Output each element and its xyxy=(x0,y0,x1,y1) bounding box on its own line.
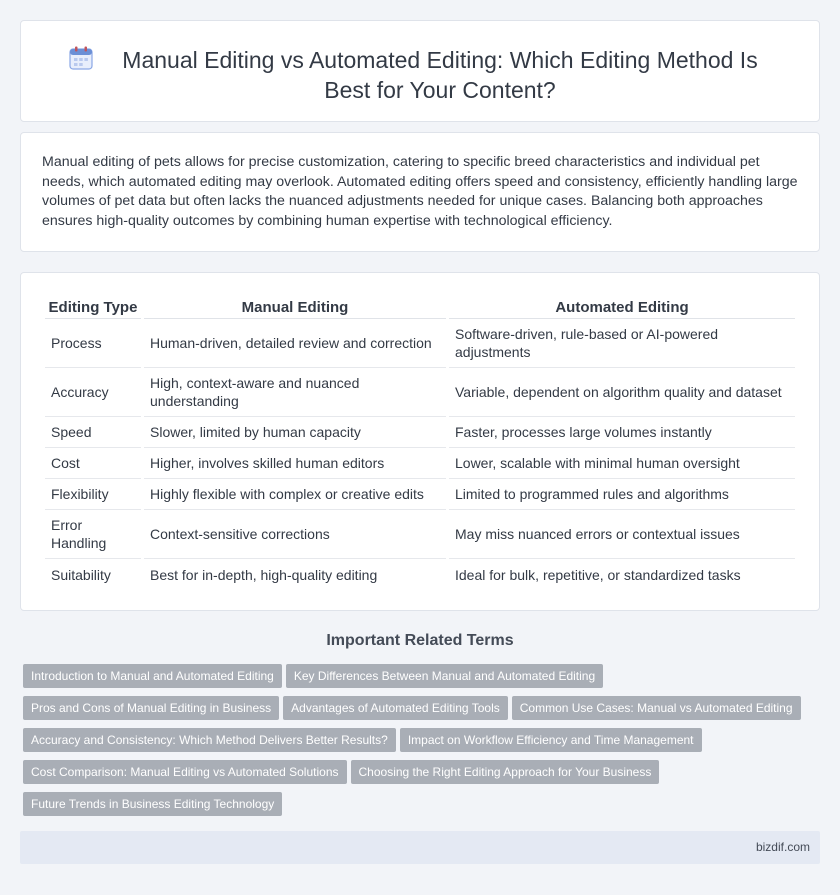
table-cell: Suitability xyxy=(51,566,111,583)
table-cell: Process xyxy=(45,319,141,368)
table-cell: Speed xyxy=(45,417,141,448)
table-cell: Accuracy xyxy=(45,368,141,417)
table-cell: Context-sensitive corrections xyxy=(144,510,446,559)
table-cell: Slower, limited by human capacity xyxy=(144,417,446,448)
table-cell: Human-driven, detailed review and correction xyxy=(144,319,446,368)
related-term-tag[interactable]: Future Trends in Business Editing Technology xyxy=(23,792,282,816)
table-row xyxy=(45,417,795,448)
column-header: Automated Editing xyxy=(449,295,795,319)
related-term-tag[interactable]: Key Differences Between Manual and Automated Editing xyxy=(286,664,603,688)
site-name[interactable]: bizdif.com xyxy=(755,840,810,854)
related-terms-heading: Important Related Terms xyxy=(326,632,514,649)
table-header-row xyxy=(45,295,795,319)
related-term-tag[interactable]: Choosing the Right Editing Approach for Your Business xyxy=(351,760,660,784)
column-header: Manual Editing xyxy=(144,295,446,319)
table-cell: Flexibility xyxy=(45,479,141,510)
table-row xyxy=(45,559,795,590)
table-cell: Limited to programmed rules and algorithms xyxy=(449,479,795,510)
related-term-tag[interactable]: Advantages of Automated Editing Tools xyxy=(283,696,508,720)
table-cell: High, context-aware and nuanced understanding xyxy=(144,368,446,417)
table-row xyxy=(45,319,795,368)
table-cell: Best for in-depth, high-quality editing xyxy=(150,566,378,583)
table-row xyxy=(45,448,795,479)
table-cell: Cost xyxy=(45,448,141,479)
table-cell: Ideal for bulk, repetitive, or standardized tasks xyxy=(455,566,741,583)
table-cell: Variable, dependent on algorithm quality and dataset xyxy=(449,368,795,417)
related-term-tag[interactable]: Accuracy and Consistency: Which Method Delivers Better Results? xyxy=(23,728,396,752)
related-term-tag[interactable]: Cost Comparison: Manual Editing vs Automated Solutions xyxy=(23,760,347,784)
comparison-table-card xyxy=(20,272,820,611)
page-title: Manual Editing vs Automated Editing: Which Editing Method Is Best for Your Content? xyxy=(122,47,758,103)
related-term-tag[interactable]: Pros and Cons of Manual Editing in Business xyxy=(23,696,279,720)
column-header: Editing Type xyxy=(45,295,141,319)
related-term-tag[interactable]: Impact on Workflow Efficiency and Time Management xyxy=(400,728,702,752)
table-row xyxy=(45,368,795,417)
related-terms-list xyxy=(23,664,823,824)
table-cell: Faster, processes large volumes instantly xyxy=(449,417,795,448)
intro-card xyxy=(20,132,820,252)
footer-bar xyxy=(20,831,820,864)
table-cell: Higher, involves skilled human editors xyxy=(144,448,446,479)
table-cell: Lower, scalable with minimal human oversight xyxy=(449,448,795,479)
intro-paragraph: Manual editing of pets allows for precise customization, catering to specific breed characteristics and individual pet needs, which automated editing may overlook. Automated editing offers speed and consistency, efficiently handling large volumes of pet data but often lacks the nuanced adjustments needed for unique cases. Balancing both approaches ensures high-quality outcomes by combining human expertise with technological efficiency. xyxy=(42,154,798,229)
comparison-table xyxy=(42,295,798,590)
related-term-tag[interactable]: Introduction to Manual and Automated Editing xyxy=(23,664,282,688)
table-row xyxy=(45,510,795,559)
table-cell: Software-driven, rule-based or AI-powered adjustments xyxy=(449,319,795,368)
related-term-tag[interactable]: Common Use Cases: Manual vs Automated Editing xyxy=(512,696,801,720)
table-cell: Error Handling xyxy=(45,510,141,559)
table-cell: May miss nuanced errors or contextual issues xyxy=(449,510,795,559)
title-card xyxy=(20,20,820,122)
table-row xyxy=(45,479,795,510)
table-cell: Highly flexible with complex or creative edits xyxy=(144,479,446,510)
